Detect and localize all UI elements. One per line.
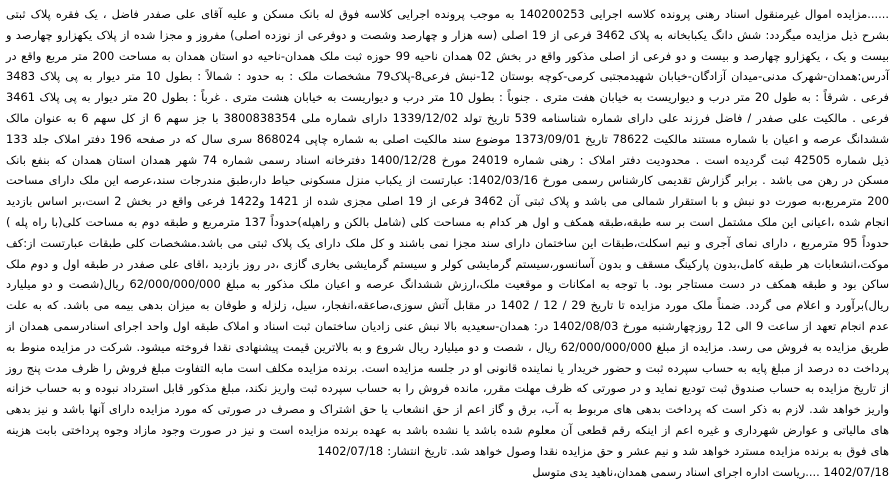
footer-signature: ....ریاست اداره اجرای اسناد رسمی همدان،ناهید یدی متوسل [532, 464, 820, 479]
notice-footer [6, 462, 889, 482]
footer-date: 1402/07/18 [823, 464, 889, 479]
notice-body: ......مزایده اموال غیرمنقول اسناد رهنی پرونده کلاسه اجرایی 140200253 به موجب پرونده اجرایی کلاسه فوق له بانک مسکن و علیه آقای علی صفدر فاضل ، یک فقره پلاک ثبتی بشرح ذیل مزایده میگردد: شش دانگ یکبابخانه به پلاک 3462 فرعی از 19 اصلی (سه هزار و چهارصد وشصت و دوفرعی از نوزده اصلی) مفروز و مجزا شده از پلاک یکهزارو چهارصد و بیست و یک ، یکهزارو چهارصد و بیست و دو فرعی از اصلی مذکور واقع در بخش 02 همدان ناحیه 99 حوزه ثبت ملک همدان-ناحیه دو استان همدان به مساحت 200 متر مربع واقع در آدرس:همدان-شهرک مدنی-میدان آزادگان-خیابان شهیدمجتبی کرمی-کوچه بوستان 12-نبش فرعی8-پلاک79 مشخصات ملک : به حدود : شمالاً : بطول 10 متر دیوار به پی پلاک 3483 فرعی . شرقاً : به طول 20 متر درب و دیواریست به خیابان هفت متری . جنوباً : بطول 10 متر درب و دیواریست به خیابان هشت متری . غرباً : بطول 20 متر دیوار به پی پلاک 3461 فرعی . مالکیت علی صفدر / فاضل فرزند علی دارای شماره شناسنامه 539 تاریخ تولد 1339/12/02 دارای شماره ملی 3800838354 با جز سهم 6 از کل سهم 6 به عنوان مالک ششدانگ عرصه و اعیان با شماره مستند مالکیت 78622 تاریخ 1373/09/01 موضوع سند مالکیت اصلی به شماره چاپی 868024 سری سال که در صفحه 196 دفتر املاک جلد 133 ذیل شماره 42505 ثبت گردیده است . محدودیت دفتر املاک : رهنی شماره 24019 مورخ 1400/12/28 دفترخانه اسناد رسمی شماره 74 شهر همدان استان همدان که بنفع بانک مسکن در رهن می باشد . برابر گزارش تقدیمی کارشناس رسمی مورخ 1402/03/16: عبارتست از یکباب منزل مسکونی حیاط دار،طبق مندرجات سند،عرصه این ملک دارای مساحت 200 مترمربع،به صورت دو نبش و با استقرار شمالی می باشد و پلاک ثبتی آن 3462 فرعی از 19 اصلی مجزی شده از 1421 و1422 فرعی واقع در بخش 2 است،بر اساس بازدید انجام شده ،اعیانی این ملک مشتمل است بر سه طبقه،طبقه همکف و اول هر کدام به مساحت کلی (شامل بالکن و راهپله)حدوداً 137 مترمربع و طبقه دوم به مساحت کلی(با راه پله ) حدوداً 95 مترمربع ، دارای نمای آجری و نیم اسکلت،طبقات این ساختمان دارای سند مجزا نمی باشند و کل ملک دارای یک پلاک ثبتی می باشد.مشخصات کلی طبقات عبارتست از:کف موکت،انشعابات هر طبقه کامل،بدون پارکینگ مسقف و بدون آسانسور،سیستم گرمایشی کولر و سیستم گرمایشی بخاری گازی ،در روز بازدید ،اقای علی صفدر در طبقه اول و دوم ملک ساکن بود و طبقه همکف در دست مستاجر بود. با توجه به امکانات و موقعیت ملک،ارزش ششدانگ عرصه و اعیان ملک مذکور به مبلغ 62/000/000/000 ریال(شصت و دو میلیارد ریال)برآورد و اعلام می گردد. ضمناً ملک مورد مزایده تا تاریخ 29 / 12 / 1402 در مقابل آتش سوزی،صاعقه،انفجار، سیل، زلزله و طوفان به میزان بدهی بیمه می باشد. که به علت عدم انجام تعهد از ساعت 9 الی 12 روزچهارشنبه مورخ 1402/08/03 در: همدان-سعیدیه بالا نبش عنی زادیان ساختمان ثبت اسناد و املاک طبقه اول واحد اجرای اسنادرسمی همدان از طریق مزایده به فروش می رسد. مزایده از مبلغ 62/000/000/000 ریال ، شصت و دو میلیارد ریال شروع و به بالاترین قیمت پیشنهادی نقدا فروخته میشود. شرکت در مزایده منوط به پرداخت ده درصد از مبلغ پایه به حساب سپرده ثبت و حضور خریدار یا نماینده قانونی او در جلسه مزایده است. برنده مزایده مکلف است مابه التفاوت مبلغ فروش را ظرف مدت پنج روز از تاریخ مزایده به حساب صندوق ثبت تودیع نماید و در صورتی که ظرف مهلت مقرر، مانده فروش را به حساب سپرده ثبت واریز نکند، مبلغ مذکور قابل استرداد نبوده و به حساب خزانه واریز خواهد شد. لازم به ذکر است که پرداخت بدهی های مربوط به آب، برق و گاز اعم از حق انشعاب یا حق اشتراک و مصرف در صورتی که مورد مزایده دارای آنها باشد و نیز بدهی های مالیاتی و عوارض شهرداری و غیره اعم از اینکه رقم قطعی آن معلوم شده باشد یا نشده باشد به عهده برنده مزایده است و نیز در صورت وجود مازاد وجوه پرداختی بابت هزینه های فوق به برنده مزایده مسترد خواهد شد و نیم عشر و حق مزایده نقدا وصول خواهد شد. تاریخ انتشار: 1402/07/18 [6, 7, 890, 458]
